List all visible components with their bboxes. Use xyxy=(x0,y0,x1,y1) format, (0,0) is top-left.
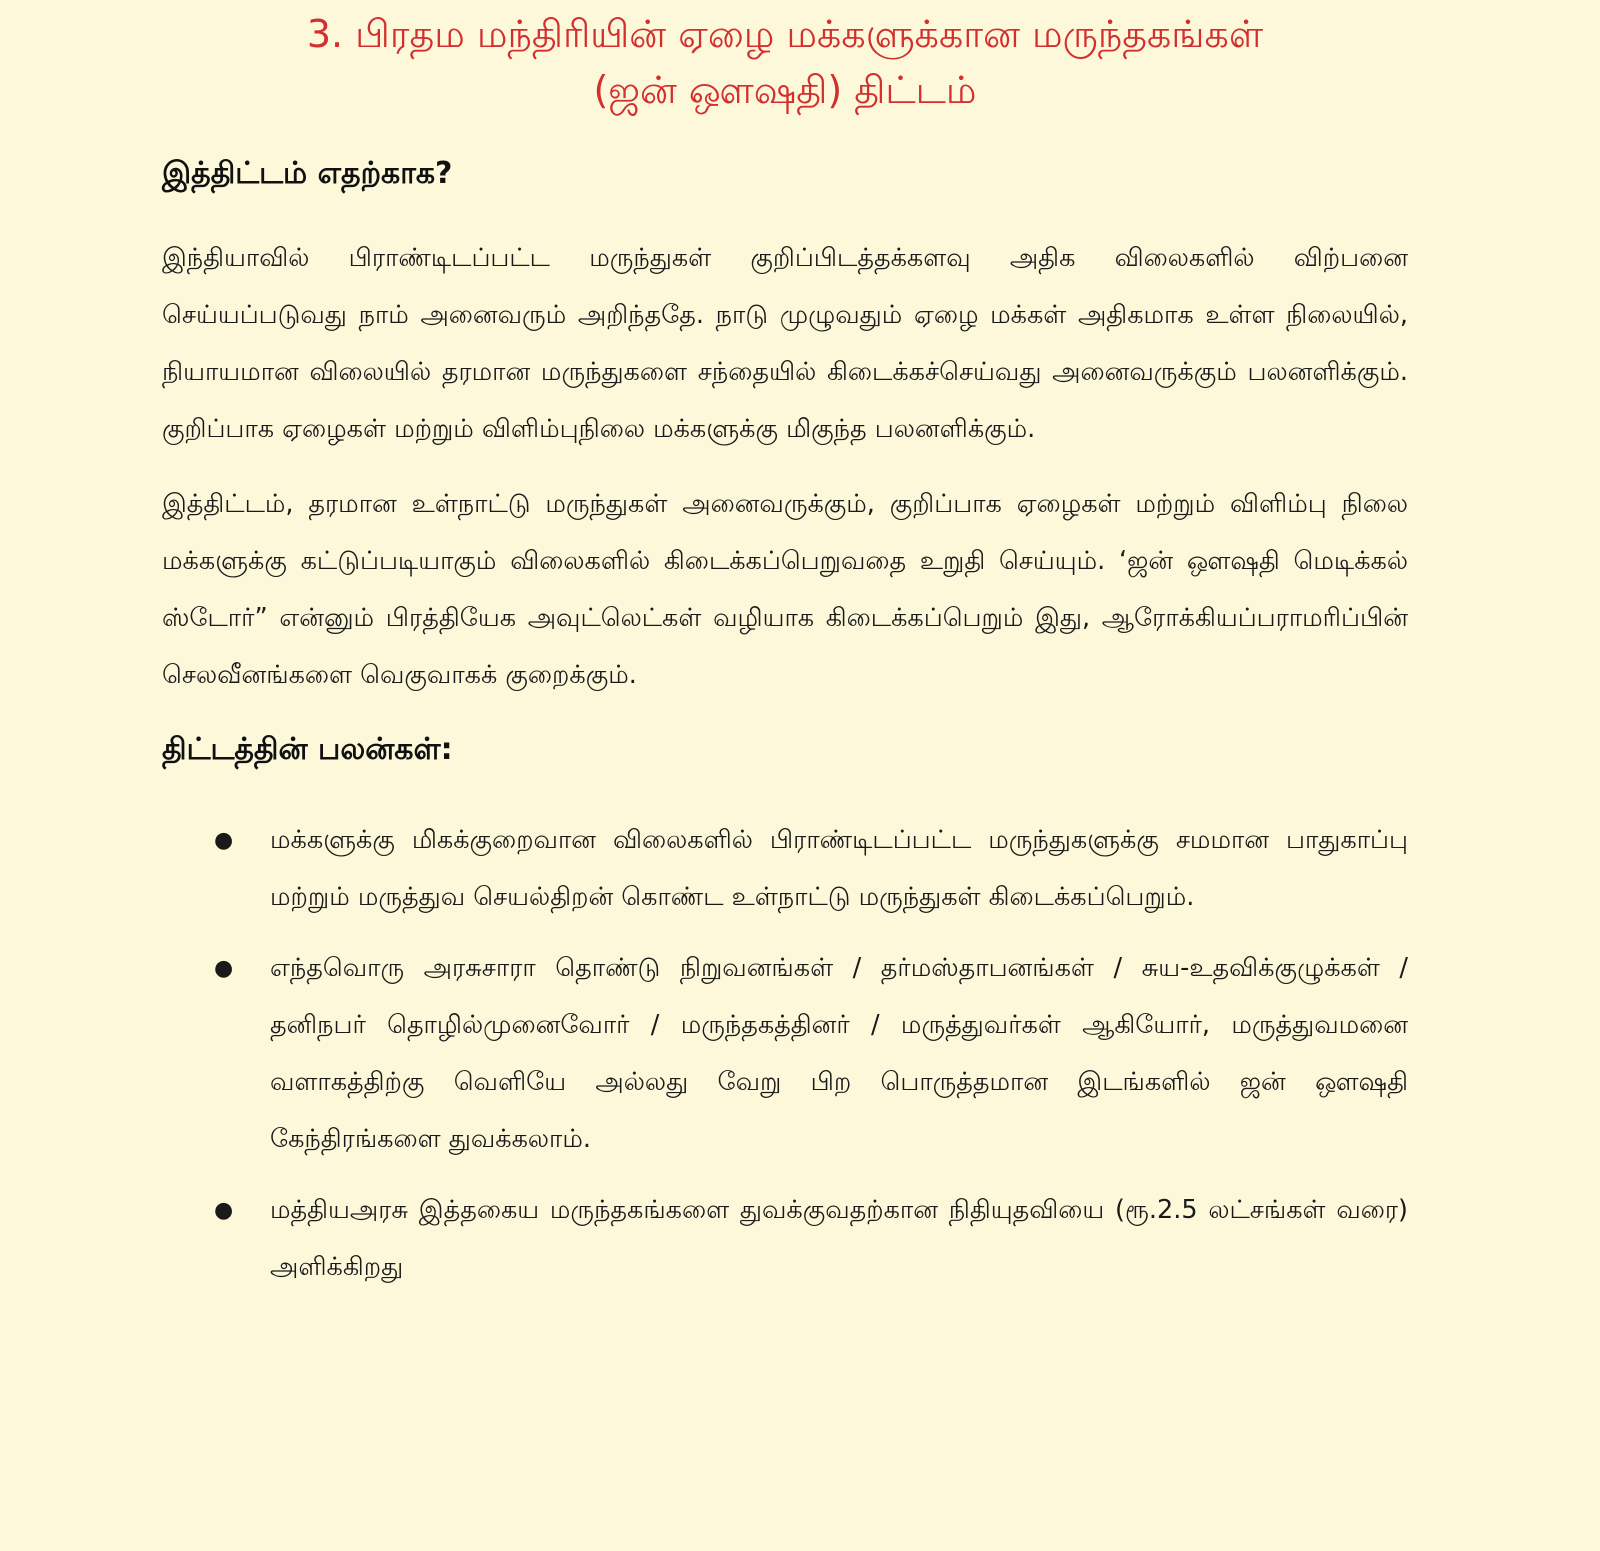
page-title xyxy=(162,0,1408,118)
benefits-list xyxy=(162,812,1408,1296)
purpose-paragraph-1: இந்தியாவில் பிராண்டிடப்பட்ட மருந்துகள் குறிப்பிடத்தக்களவு அதிக விலைகளில் விற்பனை செய்யப்படுவது நாம் அனைவரும் அறிந்ததே. நாடு முழுவதும் ஏழை மக்கள் அதிகமாக உள்ள நிலையில், நியாயமான விலையில் தரமான மருந்துகளை சந்தையில் கிடைக்கச்செய்வது அனைவருக்கும் பலனளிக்கும். குறிப்பாக ஏழைகள் மற்றும் விளிம்புநிலை மக்களுக்கு மிகுந்த பலனளிக்கும். xyxy=(162,243,1408,444)
benefits-heading: திட்டத்தின் பலன்கள்: xyxy=(162,732,453,767)
benefit-text: எந்தவொரு அரசுசாரா தொண்டு நிறுவனங்கள் / தர்மஸ்தாபனங்கள் / சுய-உதவிக்குழுக்கள் / தனிநபர் தொழில்முனைவோர் / மருந்தகத்தினர் / மருத்துவர்கள் ஆகியோர், மருத்துவமனை வளாகத்திற்கு வெளியே அல்லது வேறு பிற பொருத்தமான இடங்களில் ஜன் ஔஷதி கேந்திரங்களை துவக்கலாம். xyxy=(270,953,1408,1154)
bullet-icon: ● xyxy=(214,1198,234,1223)
list-item xyxy=(162,812,1408,926)
purpose-paragraph-2: இத்திட்டம், தரமான உள்நாட்டு மருந்துகள் அனைவருக்கும், குறிப்பாக ஏழைகள் மற்றும் விளிம்பு நிலை மக்களுக்கு கட்டுப்படியாகும் விலைகளில் கிடைக்கப்பெறுவதை உறுதி செய்யும். ‘ஜன் ஔஷதி மெடிக்கல் ஸ்டோர்” என்னும் பிரத்தியேக அவுட்லெட்கள் வழியாக கிடைக்கப்பெறும் இது, ஆரோக்கியப்பராமரிப்பின் செலவீனங்களை வெகுவாகக் குறைக்கும். xyxy=(162,489,1408,690)
bullet-icon: ● xyxy=(214,828,234,853)
bullet-icon: ● xyxy=(214,956,234,981)
page-title-line-2: (ஜன் ஔஷதி) திட்டம் xyxy=(593,68,977,112)
list-item xyxy=(162,940,1408,1168)
page-title-line-1: 3. பிரதம மந்திரியின் ஏழை மக்களுக்கான மருந்தகங்கள் xyxy=(306,12,1264,56)
benefit-text: மக்களுக்கு மிகக்குறைவான விலைகளில் பிராண்டிடப்பட்ட மருந்துகளுக்கு சமமான பாதுகாப்பு மற்றும் மருத்துவ செயல்திறன் கொண்ட உள்நாட்டு மருந்துகள் கிடைக்கப்பெறும். xyxy=(270,825,1408,912)
purpose-heading: இத்திட்டம் எதற்காக? xyxy=(162,156,453,191)
list-item xyxy=(162,1182,1408,1296)
benefit-text: மத்தியஅரசு இத்தகைய மருந்தகங்களை துவக்குவதற்கான நிதியுதவியை (ரூ.2.5 லட்சங்கள் வரை) அளிக்கிறது xyxy=(270,1195,1408,1282)
